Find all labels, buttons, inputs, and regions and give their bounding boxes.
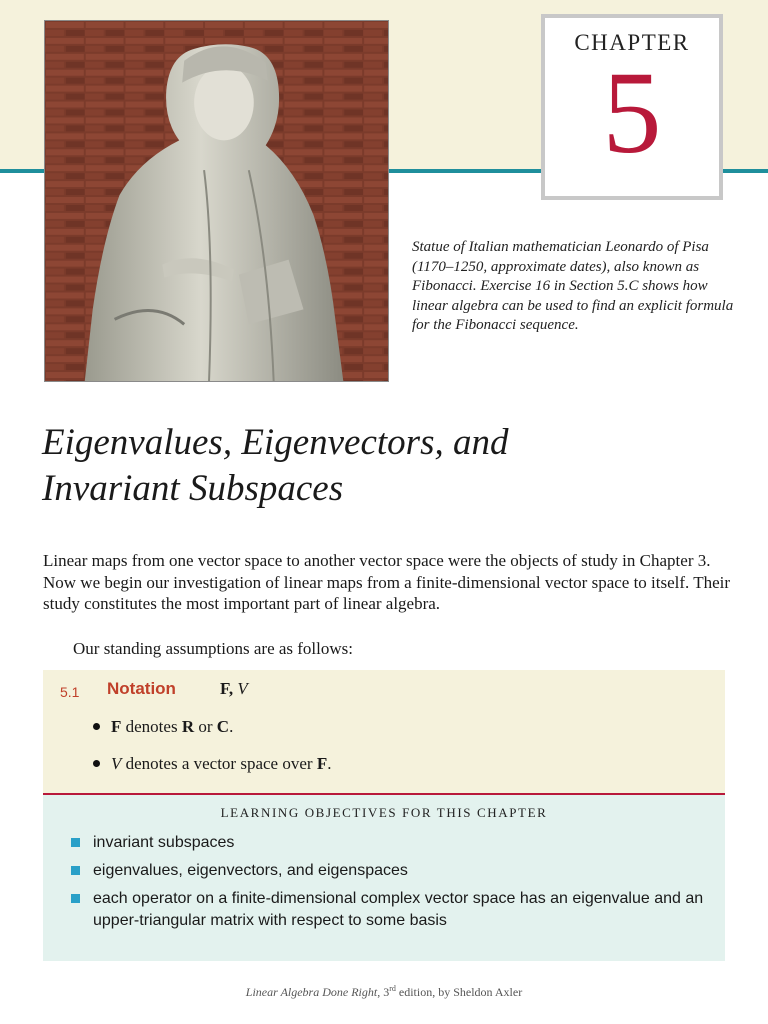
objectives-heading: LEARNING OBJECTIVES FOR THIS CHAPTER [220, 805, 548, 820]
notation-comma: , [228, 679, 234, 698]
footer-sep: , [377, 985, 384, 999]
notation-symbol-v: V [237, 679, 248, 698]
intro-paragraph: Linear maps from one vector space to another vector space were the objects of study in Chapter 3. Now we begin our investigation of linear maps from a finite-dimensional vector space to itself. Their study constitutes the most important part of linear algebra. [43, 551, 731, 613]
statue-photo-illustration [45, 21, 388, 381]
notation-number: 5.1 [60, 684, 80, 700]
notation-symbol-f: F [220, 679, 229, 698]
item2-text1: denotes a vector space over [121, 754, 317, 773]
photo-caption: Statue of Italian mathematician Leonardo of Pisa (1170–1250, approximate dates), also known as Fibonacci. Exercise 16 in Section 5.C shows how linear algebra can be used to find an explicit formula for the Fibonacci sequence. [412, 239, 734, 333]
square-bullet-icon [71, 838, 80, 847]
square-bullet-icon [71, 866, 80, 875]
chapter-badge [541, 14, 723, 200]
chapter-title-line1: Eigenvalues, Eigenvectors, and [42, 422, 509, 463]
objective-text: eigenvalues, eigenvectors, and eigenspaces [93, 862, 408, 879]
standing-assumptions: Our standing assumptions are as follows: [73, 639, 353, 658]
item1-c: C [216, 717, 230, 736]
learning-objectives [43, 795, 725, 961]
objective-text: invariant subspaces [93, 834, 235, 851]
objective-item [93, 888, 713, 931]
objective-item [93, 832, 713, 854]
item2-v: V [111, 754, 122, 773]
footer-edition: 3 [383, 985, 390, 999]
chapter-label: CHAPTER [574, 30, 690, 55]
chapter-title [42, 420, 732, 512]
item1-f: F [111, 717, 122, 736]
item1-r: R [181, 717, 195, 736]
item1-text1: denotes [121, 717, 182, 736]
statue-photo [44, 20, 389, 382]
square-bullet-icon [71, 894, 80, 903]
bullet-icon [93, 723, 100, 730]
notation-item-f [93, 717, 233, 737]
notation-label: Notation [107, 679, 176, 698]
item2-text2: . [327, 754, 332, 773]
notation-symbols [220, 679, 248, 699]
objective-item [93, 860, 713, 882]
objective-text: each operator on a finite-dimensional complex vector space has an eigenvalue and an upper-triangular matrix with respect to some basis [93, 890, 704, 929]
item2-f: F [316, 754, 328, 773]
notation-box [43, 670, 725, 794]
chapter-number: 5 [602, 47, 662, 178]
chapter-title-line2: Invariant Subspaces [42, 468, 344, 509]
bullet-icon [93, 760, 100, 767]
footer-rest: edition, by Sheldon Axler [395, 985, 523, 999]
footer-book-title: Linear Algebra Done Right [245, 985, 378, 999]
item1-text3: . [229, 717, 234, 736]
item1-text2: or [194, 717, 217, 736]
page-footer [0, 984, 768, 1000]
notation-item-v [93, 754, 331, 774]
footer-edition-sup: rd [389, 984, 396, 993]
